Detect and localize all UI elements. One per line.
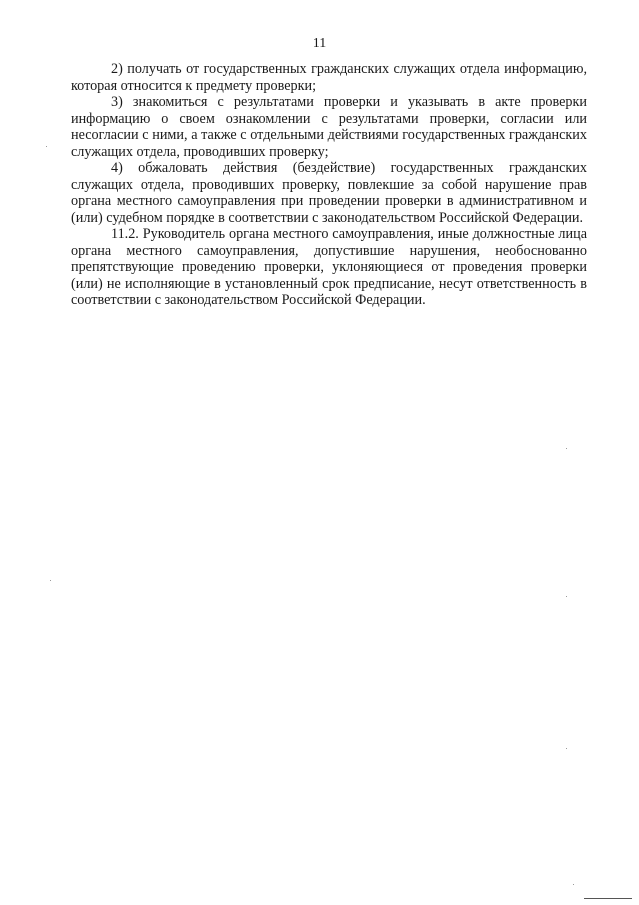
scan-speck (566, 596, 567, 597)
scan-speck (573, 884, 574, 885)
footer-rule (584, 898, 632, 899)
scan-speck (566, 748, 567, 749)
document-body (71, 61, 587, 309)
scan-speck (566, 448, 567, 449)
scan-speck (50, 580, 51, 581)
scan-speck (46, 146, 47, 147)
paragraph-right-4: 4) обжаловать действия (бездействие) государственных гражданских служащих отдела, проводивших проверку, повлекшие за собой нарушение прав органа местного самоуправления при проведении проверки в административном и (или) судебном порядке в соответствии с законодательством Российской Федерации. (71, 160, 587, 226)
page-number: 11 (312, 36, 327, 51)
paragraph-right-3: 3) знакомиться с результатами проверки и указывать в акте проверки информацию о своем ознакомлении с результатами проверки, согласии или несогласии с ними, а также с отдельными действиями государственных гражданских служащих отдела, проводивших проверку; (71, 94, 587, 160)
paragraph-11-2: 11.2. Руководитель органа местного самоуправления, иные должностные лица органа местного самоуправления, допустившие нарушения, необоснованно препятствующие проведению проверки, уклоняющиеся от проведения проверки (или) не исполняющие в установленный срок предписание, несут ответственность в соответствии с законодательством Российской Федерации. (71, 226, 587, 308)
paragraph-right-2: 2) получать от государственных гражданских служащих отдела информацию, которая относится к предмету проверки; (71, 61, 587, 94)
